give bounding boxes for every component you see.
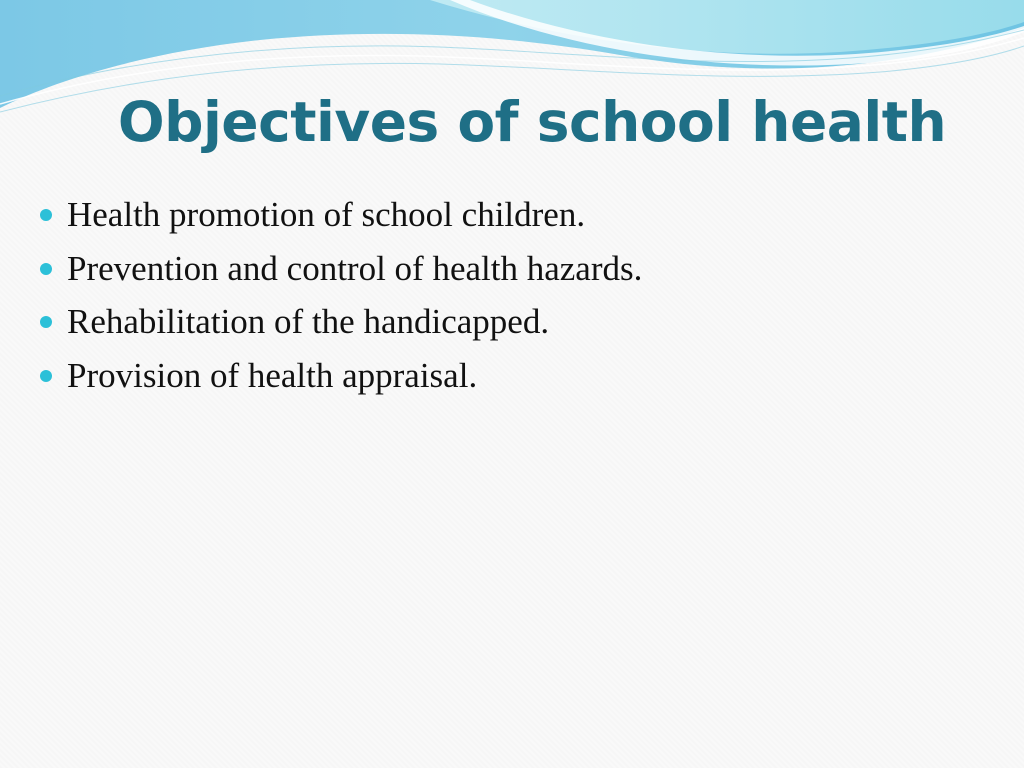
bullet-list: [40, 190, 642, 404]
list-item: [40, 244, 642, 298]
list-item: [40, 297, 642, 351]
bullet-icon: [40, 209, 52, 221]
bullet-text: Rehabilitation of the handicapped.: [67, 302, 550, 341]
list-item: [40, 351, 642, 405]
bullet-text: Provision of health appraisal.: [67, 355, 478, 395]
list-item: [40, 190, 642, 244]
slide-title: Objectives of school health: [117, 90, 947, 154]
bullet-text: Health promotion of school children.: [67, 195, 586, 234]
bullet-text: Prevention and control of health hazards.: [67, 248, 643, 288]
bullet-icon: [40, 316, 52, 328]
bullet-icon: [40, 370, 52, 382]
bullet-icon: [40, 263, 52, 275]
